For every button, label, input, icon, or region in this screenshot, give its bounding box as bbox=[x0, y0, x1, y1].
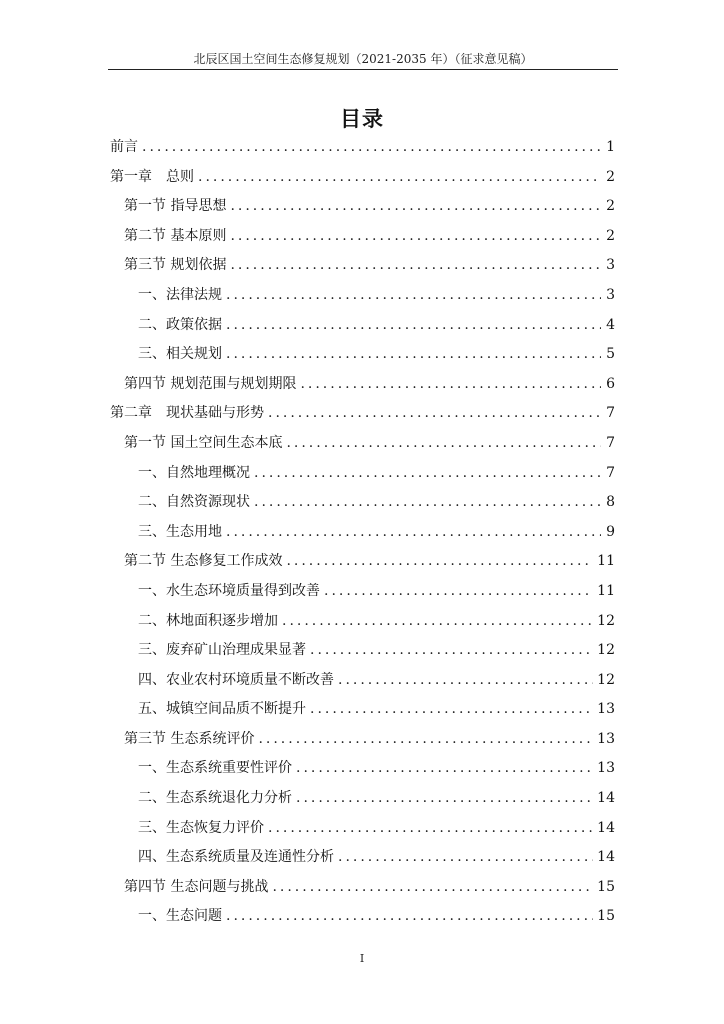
toc-entry-label: 一、法律法规 bbox=[138, 286, 222, 303]
toc-entry[interactable] bbox=[110, 311, 615, 341]
toc-leader-dots bbox=[272, 873, 593, 903]
toc-leader-dots bbox=[286, 547, 593, 577]
toc-leader-dots bbox=[226, 518, 601, 548]
toc-leader-dots bbox=[310, 695, 593, 725]
toc-leader-dots bbox=[226, 311, 601, 341]
toc-entry-label: 五、城镇空间品质不断提升 bbox=[138, 701, 306, 718]
toc-entry-page: 1 bbox=[606, 139, 615, 155]
toc-entry-page: 3 bbox=[606, 257, 615, 274]
toc-entry-label: 一、生态系统重要性评价 bbox=[138, 760, 292, 777]
toc-entry[interactable] bbox=[110, 607, 615, 637]
toc-entry-label: 三、相关规划 bbox=[138, 346, 222, 363]
toc-entry[interactable] bbox=[110, 488, 615, 518]
toc-entry-page: 12 bbox=[597, 671, 615, 688]
toc-entry[interactable] bbox=[110, 518, 615, 548]
toc-entry-label: 一、水生态环境质量得到改善 bbox=[138, 582, 320, 599]
toc-leader-dots bbox=[310, 636, 593, 666]
toc-leader-dots bbox=[258, 725, 593, 755]
toc-entry[interactable] bbox=[110, 222, 615, 252]
toc-entry[interactable] bbox=[110, 370, 615, 400]
toc-leader-dots bbox=[282, 607, 593, 637]
toc-entry[interactable] bbox=[110, 873, 615, 903]
toc-leader-dots bbox=[268, 814, 593, 844]
toc-entry-label: 第二节 生态修复工作成效 bbox=[124, 553, 283, 570]
toc-leader-dots bbox=[230, 251, 601, 281]
toc-entry-page: 11 bbox=[597, 553, 615, 570]
toc-leader-dots bbox=[230, 192, 601, 222]
toc-entry-page: 2 bbox=[606, 168, 615, 185]
toc-entry-page: 14 bbox=[597, 790, 615, 807]
toc-entry-label: 第四节 规划范围与规划期限 bbox=[124, 375, 297, 392]
toc-leader-dots bbox=[226, 281, 601, 311]
toc-entry[interactable] bbox=[110, 163, 615, 193]
toc-entry-label: 第一节 指导思想 bbox=[124, 198, 227, 215]
toc-entry[interactable] bbox=[110, 902, 615, 932]
running-header: 北辰区国土空间生态修复规划（2021-2035 年）（征求意见稿） bbox=[193, 52, 533, 66]
toc-entry-page: 14 bbox=[597, 849, 615, 866]
toc-entry-page: 13 bbox=[597, 760, 615, 777]
toc-entry[interactable] bbox=[110, 547, 615, 577]
toc-entry-page: 15 bbox=[597, 908, 615, 925]
toc-entry-label: 三、生态用地 bbox=[138, 523, 222, 540]
toc-entry[interactable] bbox=[110, 281, 615, 311]
toc-entry[interactable] bbox=[110, 192, 615, 222]
toc-entry[interactable] bbox=[110, 843, 615, 873]
toc-entry-page: 7 bbox=[606, 464, 615, 481]
toc-entry[interactable] bbox=[110, 340, 615, 370]
toc-entry-page: 7 bbox=[606, 434, 615, 451]
toc-entry-label: 第三节 生态系统评价 bbox=[124, 730, 255, 747]
toc-entry-page: 12 bbox=[597, 612, 615, 629]
toc-entry-label: 第二节 基本原则 bbox=[124, 227, 227, 244]
toc-entry-page: 13 bbox=[597, 730, 615, 747]
toc-entry-page: 15 bbox=[597, 878, 615, 895]
toc-entry[interactable] bbox=[110, 577, 615, 607]
toc-entry-label: 四、农业农村环境质量不断改善 bbox=[138, 671, 334, 688]
table-of-contents bbox=[110, 133, 615, 932]
toc-entry-page: 7 bbox=[606, 405, 615, 422]
toc-entry[interactable] bbox=[110, 636, 615, 666]
toc-entry-label: 第一章 总则 bbox=[110, 168, 194, 185]
toc-entry-label: 一、生态问题 bbox=[138, 908, 222, 925]
header-divider bbox=[108, 69, 618, 70]
toc-entry-label: 第一节 国土空间生态本底 bbox=[124, 434, 283, 451]
toc-leader-dots bbox=[286, 429, 601, 459]
toc-entry-label: 第二章 现状基础与形势 bbox=[110, 405, 264, 422]
toc-entry-label: 二、自然资源现状 bbox=[138, 494, 250, 511]
toc-leader-dots bbox=[254, 488, 601, 518]
toc-leader-dots bbox=[324, 577, 593, 607]
toc-entry[interactable] bbox=[110, 666, 615, 696]
toc-entry-label: 二、生态系统退化力分析 bbox=[138, 790, 292, 807]
toc-entry[interactable] bbox=[110, 459, 615, 489]
toc-leader-dots bbox=[296, 784, 593, 814]
toc-entry-page: 11 bbox=[597, 582, 615, 599]
toc-entry-page: 13 bbox=[597, 701, 615, 718]
toc-entry-label: 二、林地面积逐步增加 bbox=[138, 612, 278, 629]
toc-leader-dots bbox=[230, 222, 601, 252]
toc-entry[interactable] bbox=[110, 814, 615, 844]
toc-entry-page: 3 bbox=[606, 286, 615, 303]
toc-entry-label: 二、政策依据 bbox=[138, 316, 222, 333]
toc-entry-page: 8 bbox=[606, 494, 615, 511]
toc-entry-page: 4 bbox=[606, 316, 615, 333]
toc-entry[interactable] bbox=[110, 399, 615, 429]
toc-entry-label: 三、废弃矿山治理成果显著 bbox=[138, 642, 306, 659]
toc-entry[interactable] bbox=[110, 429, 615, 459]
toc-leader-dots bbox=[254, 459, 601, 489]
toc-entry-label: 第四节 生态问题与挑战 bbox=[124, 878, 269, 895]
toc-entry-label: 前言 bbox=[110, 139, 138, 155]
toc-entry[interactable] bbox=[110, 754, 615, 784]
toc-leader-dots bbox=[226, 340, 601, 370]
toc-entry-page: 6 bbox=[606, 375, 615, 392]
toc-leader-dots bbox=[198, 163, 601, 193]
toc-entry-page: 2 bbox=[606, 227, 615, 244]
toc-entry-label: 第三节 规划依据 bbox=[124, 257, 227, 274]
toc-entry-label: 四、生态系统质量及连通性分析 bbox=[138, 849, 334, 866]
toc-leader-dots bbox=[268, 399, 601, 429]
toc-entry[interactable] bbox=[110, 695, 615, 725]
toc-entry-label: 三、生态恢复力评价 bbox=[138, 819, 264, 836]
toc-entry[interactable] bbox=[110, 133, 615, 163]
toc-entry-page: 9 bbox=[606, 523, 615, 540]
page-title: 目录 bbox=[340, 107, 384, 131]
toc-leader-dots bbox=[226, 902, 593, 932]
toc-entry[interactable] bbox=[110, 784, 615, 814]
toc-entry-label: 一、自然地理概况 bbox=[138, 464, 250, 481]
toc-leader-dots bbox=[296, 754, 593, 784]
toc-entry-page: 2 bbox=[606, 198, 615, 215]
toc-entry-page: 14 bbox=[597, 819, 615, 836]
toc-entry-page: 5 bbox=[606, 346, 615, 363]
toc-entry-page: 12 bbox=[597, 642, 615, 659]
toc-leader-dots bbox=[338, 843, 593, 873]
page-number: I bbox=[359, 952, 365, 965]
toc-leader-dots bbox=[142, 133, 601, 163]
toc-leader-dots bbox=[338, 666, 593, 696]
toc-leader-dots bbox=[300, 370, 601, 400]
toc-entry[interactable] bbox=[110, 725, 615, 755]
toc-entry[interactable] bbox=[110, 251, 615, 281]
